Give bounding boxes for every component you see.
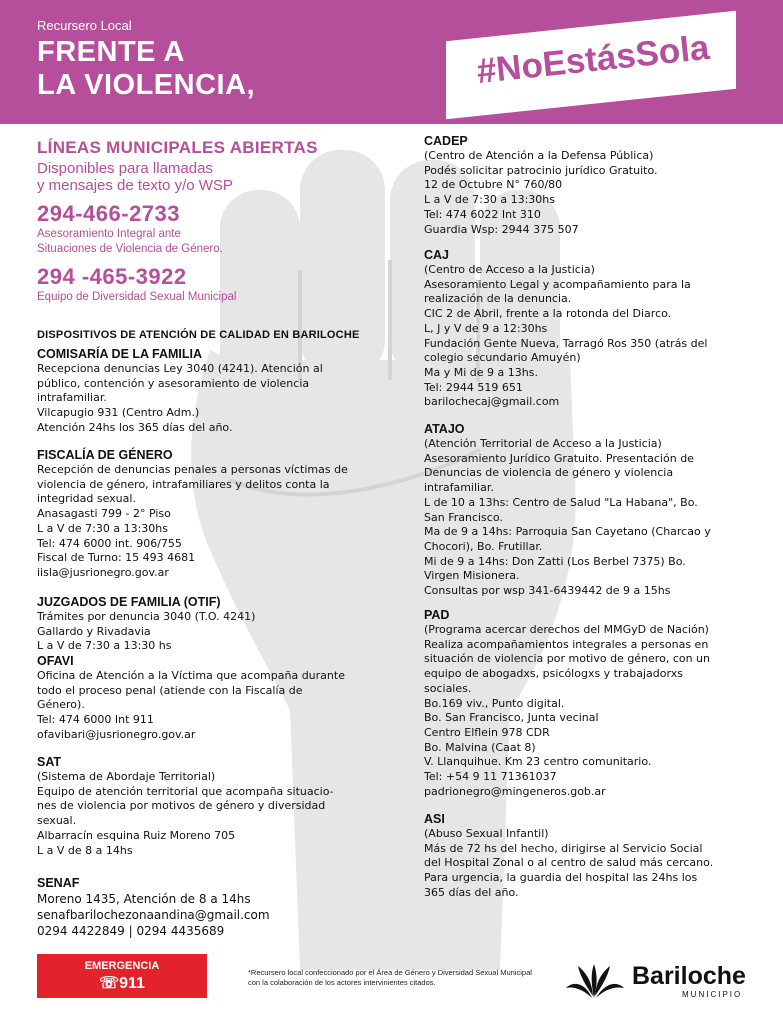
section-fiscalia bbox=[37, 448, 397, 581]
section-cadep bbox=[424, 134, 769, 237]
header-title bbox=[37, 36, 255, 102]
lines-subtitle-2: y mensajes de texto y/o WSP bbox=[37, 177, 233, 194]
emergency-button[interactable] bbox=[37, 954, 207, 998]
header-kicker: Recursero Local bbox=[37, 18, 132, 33]
section-body: (Sistema de Abordaje Territorial) Equipo de atención territorial que acompaña situacio- nes de violencia por motivos de género y diversidad sexual. Albarracín esquina Ruiz Moreno 705 L a V de 8 a 14hs bbox=[37, 770, 334, 857]
section-body: (Atención Territorial de Acceso a la Justicia) Asesoramiento Jurídico Gratuito. Presentación de Denuncias de violencia de género y violencia intrafamiliar. L de 10 a 13hs: Centro de Salud "La Habana", Bo. San Francisco. Ma de 9 a 14hs: Parroquia San Cayetano (Charcao y Chocori), Bo. Frutillar. Mi de 9 a 14hs: Don Zatti (Los Berbel 7375) Bo. Virgen Misionera. Consultas por wsp 341-6439442 de 9 a 15hs bbox=[424, 437, 711, 598]
section-body: Recepción de denuncias penales a personas víctimas de violencia de género, intrafamiliares y delitos conta la integridad sexual. Anasagasti 799 - 2° Piso L a V de 7:30 a 13:30hs Tel: 474 6000 int. 906/755 Fiscal de Turno: 15 493 4681 iisla@jusrionegro.gov.ar bbox=[37, 463, 348, 579]
header-banner bbox=[0, 0, 783, 124]
phone-line-1-desc-1: Asesoramiento Integral ante bbox=[37, 228, 181, 240]
emergency-number: 911 bbox=[119, 975, 145, 992]
section-body: Moreno 1435, Atención de 8 a 14hs senafbarilochezonaandina@gmail.com 0294 4422849 | 0294 4435689 bbox=[37, 892, 270, 938]
section-body: Trámites por denuncia 3040 (T.O. 4241) Gallardo y Rivadavia L a V de 7:30 a 13:30 hs bbox=[37, 610, 256, 653]
section-comisaria bbox=[37, 347, 397, 436]
section-title: COMISARÍA DE LA FAMILIA bbox=[37, 347, 203, 361]
section-title: PAD bbox=[424, 608, 450, 622]
section-title: ATAJO bbox=[424, 422, 465, 436]
phone-line-1-description bbox=[37, 227, 397, 257]
hashtag-text: #NoEstásSola bbox=[474, 27, 712, 92]
section-title: FISCALÍA DE GÉNERO bbox=[37, 448, 173, 462]
section-title: ASI bbox=[424, 812, 445, 826]
section-atajo bbox=[424, 422, 769, 599]
phone-line-2[interactable]: 294 -465-3922 bbox=[37, 264, 187, 289]
phone-line-2-description: Equipo de Diversidad Sexual Municipal bbox=[37, 291, 237, 303]
bariloche-logo bbox=[564, 958, 764, 1006]
footnote: *Recursero local confeccionado por el Área de Género y Diversidad Sexual Municipal con la colaboración de los actores intervinientes citados. bbox=[248, 968, 532, 987]
header-title-line2: LA VIOLENCIA, bbox=[37, 69, 256, 101]
section-caj bbox=[424, 248, 769, 410]
phone-line-1[interactable]: 294-466-2733 bbox=[37, 201, 181, 226]
lines-subtitle bbox=[37, 160, 397, 194]
section-asi bbox=[424, 812, 769, 901]
logo-subtitle: MUNICIPIO bbox=[682, 990, 743, 999]
left-column bbox=[37, 138, 397, 341]
lines-subtitle-1: Disponibles para llamadas bbox=[37, 160, 213, 177]
emergency-label: EMERGENCIA bbox=[84, 960, 160, 972]
section-title: OFAVI bbox=[37, 654, 74, 668]
section-body: (Programa acercar derechos del MMGyD de Nación) Realiza acompañamientos integrales a personas en situación de violencia por motivo de género, con un equipo de abogadxs, psicólogxs y trabajadorxs sociales. Bo.169 viv., Punto digital. Bo. San Francisco, Junta vecinal Centro Elflein 978 CDR Bo. Malvina (Caat 8) V. Llanquihue. Km 23 centro comunitario. Tel: +54 9 11 71361037 padrionegro@mingeneros.gob.ar bbox=[424, 623, 711, 798]
section-title: JUZGADOS DE FAMILIA (OTIF) bbox=[37, 595, 221, 609]
section-juzgados bbox=[37, 595, 397, 654]
emergency-number-row bbox=[37, 973, 207, 993]
section-body: Recepciona denuncias Ley 3040 (4241). Atención al público, contención y asesoramiento de violencia intrafamiliar. Vilcapugio 931 (Centro Adm.) Atención 24hs los 365 días del año. bbox=[37, 362, 323, 434]
section-title: CADEP bbox=[424, 134, 468, 148]
header-title-line1: FRENTE A bbox=[37, 36, 185, 68]
phone-line-1-desc-2: Situaciones de Violencia de Género. bbox=[37, 243, 223, 255]
section-title: CAJ bbox=[424, 248, 450, 262]
dispositivos-title: DISPOSITIVOS DE ATENCIÓN DE CALIDAD EN BARILOCHE bbox=[37, 329, 360, 341]
section-title: SENAF bbox=[37, 876, 80, 890]
section-title: SAT bbox=[37, 755, 62, 769]
lines-title: LÍNEAS MUNICIPALES ABIERTAS bbox=[37, 138, 318, 157]
phone-icon: ☏ bbox=[99, 975, 120, 992]
section-ofavi bbox=[37, 654, 397, 743]
section-body: (Centro de Acceso a la Justicia) Asesoramiento Legal y acompañamiento para la realización de la denuncia. CIC 2 de Abril, frente a la rotonda del Diarco. L, J y V de 9 a 12:30hs Fundación Gente Nueva, Tarragó Ros 350 (atrás del colegio secundario Amuyén) Ma y Mi de 9 a 13hs. Tel: 2944 519 651 barilochecaj@gmail.com bbox=[424, 263, 708, 409]
flower-logo-icon bbox=[564, 958, 626, 1002]
section-body: (Abuso Sexual Infantil) Más de 72 hs del hecho, dirigirse al Servicio Social del Hospital Zonal o al centro de salud más cercano. Para urgencia, la guardia del hospital las 24hs los 365 días del año. bbox=[424, 827, 714, 899]
logo-name: Bariloche bbox=[632, 962, 746, 990]
section-senaf bbox=[37, 876, 397, 939]
section-body: Oficina de Atención a la Víctima que acompaña durante todo el proceso penal (atiende con la Fiscalía de Género). Tel: 474 6000 Int 911 ofavibari@jusrionegro.gov.ar bbox=[37, 669, 345, 741]
section-body: (Centro de Atención a la Defensa Pública) Podés solicitar patrocinio jurídico Gratuito. 12 de Octubre N° 760/80 L a V de 7:30 a 13:30hs Tel: 474 6022 Int 310 Guardia Wsp: 2944 375 507 bbox=[424, 149, 658, 236]
section-pad bbox=[424, 608, 769, 799]
section-sat bbox=[37, 755, 397, 858]
